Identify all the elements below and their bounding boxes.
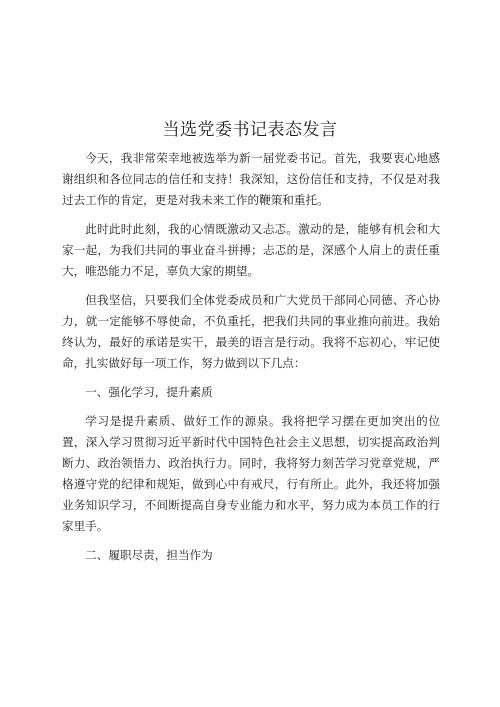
- paragraph-commitment: 但我坚信，只要我们全体党委成员和广大党员干部同心同德、齐心协力，就一定能够不辱使命，不负重托，把我们共同的事业推向前进。我始终认为，最好的承诺是实干，最美的语言是行动。我将不忘初心，牢记使命，扎实做好每一项工作，努力做到以下几点：: [62, 293, 440, 370]
- paragraph-feelings: 此时此时此刻，我的心情既激动又忐忑。激动的是，能够有机会和大家一起，为我们共同的事业奋斗拼搏；忐忑的是，深感个人肩上的责任重大，唯恐能力不足，辜负大家的期望。: [62, 222, 440, 278]
- document-title: 当选党委书记表态发言: [162, 120, 338, 140]
- section-heading-1: 一、强化学习，提升素质: [85, 385, 213, 399]
- document-body: [62, 148, 440, 574]
- section-heading-2: 二、履职尽责，担当作为: [85, 548, 213, 562]
- paragraph-study: 学习是提升素质、做好工作的源泉。我将把学习摆在更加突出的位置，深入学习贯彻习近平新时代中国特色社会主义思想，切实提高政治判断力、政治领悟力、政治执行力。同时，我将努力刻苦学习党章党规，严格遵守党的纪律和规矩，做到心中有戒尺，行有所止。此外，我还将加强业务知识学习，不间断提高自身专业能力和水平，努力成为本员工作的行家里手。: [62, 414, 440, 533]
- paragraph-intro: 今天，我非常荣幸地被选举为新一届党委书记。首先，我要衷心地感谢组织和各位同志的信任和支持！我深知，这份信任和支持，不仅是对我过去工作的肯定，更是对我未来工作的鞭策和重托。: [62, 151, 440, 207]
